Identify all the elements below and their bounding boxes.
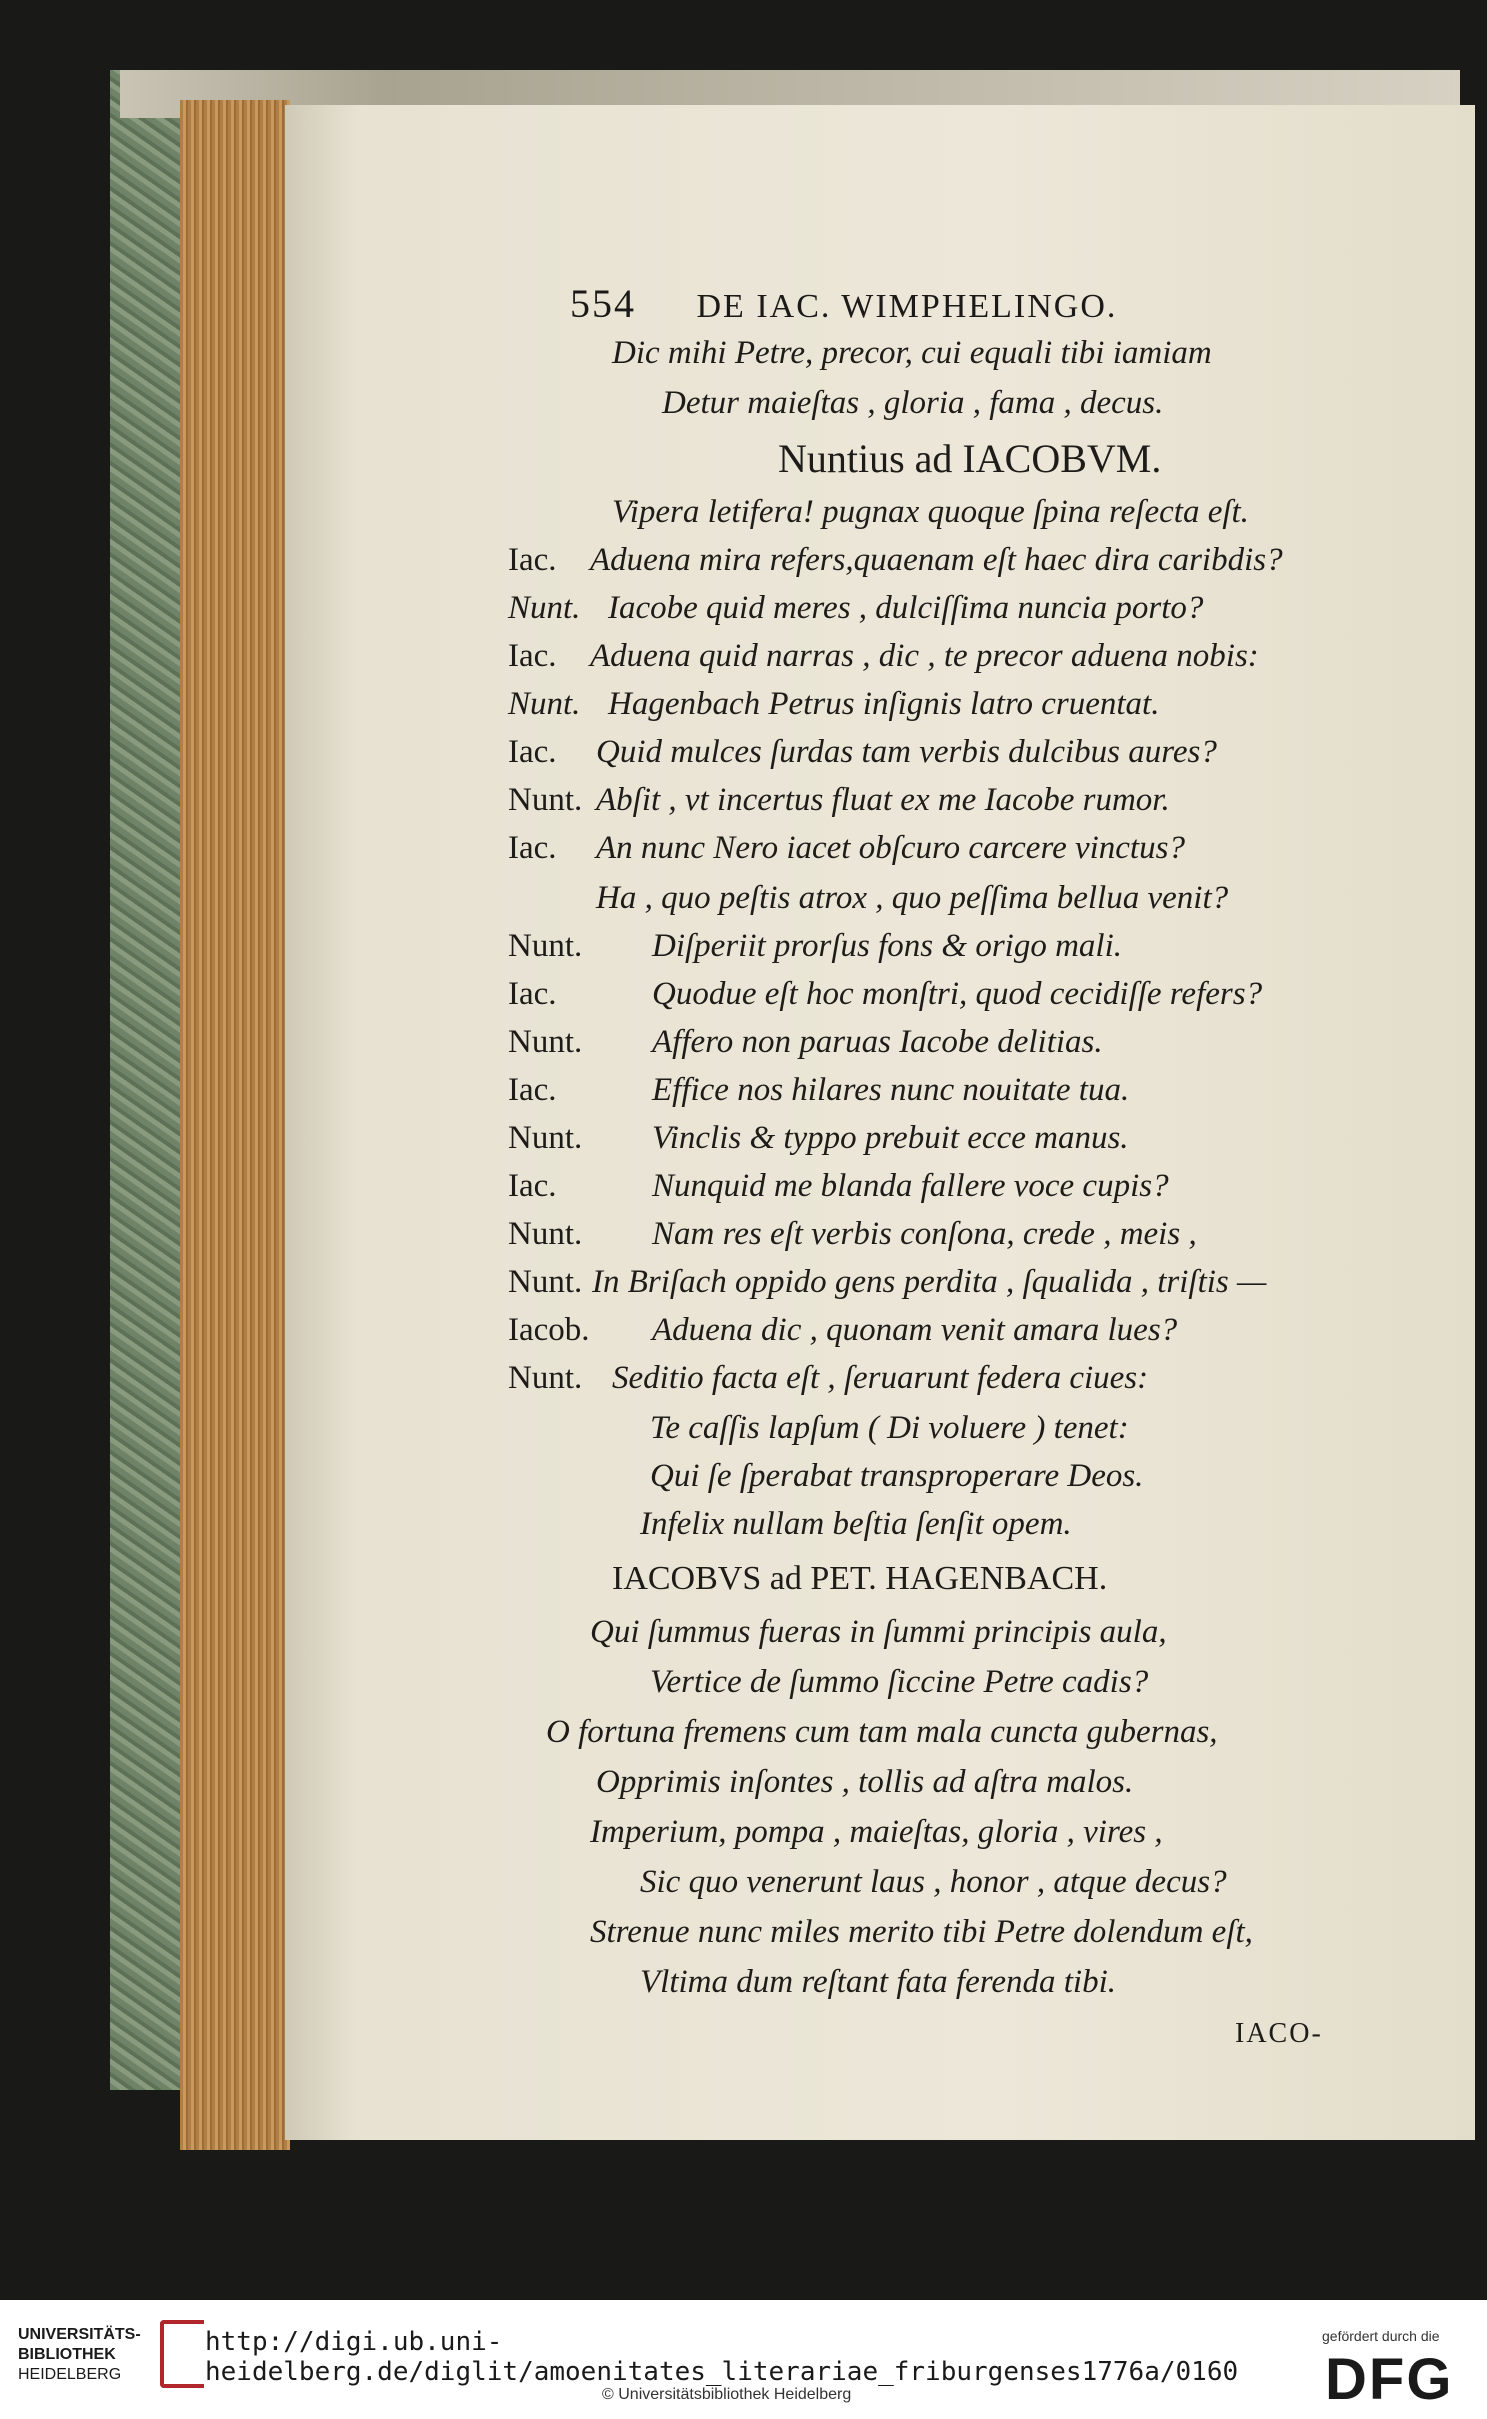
speaker-label: Nunt. <box>508 1216 583 1252</box>
library-logo-icon <box>160 2320 204 2388</box>
verse-line: O fortuna fremens cum tam mala cuncta gubernas, <box>546 1714 1218 1750</box>
verse-line: Imperium, pompa , maieſtas, gloria , vires , <box>590 1814 1163 1850</box>
speaker-label: Iac. <box>508 542 557 578</box>
library-logo <box>18 2325 141 2385</box>
verse-line: Quodue eſt hoc monſtri, quod cecidiſſe refers? <box>652 976 1263 1012</box>
permalink[interactable]: http://digi.ub.uni-heidelberg.de/diglit/amoenitates_literariae_friburgenses1776a/0160 <box>205 2327 1239 2387</box>
speaker-label: Nunt. <box>508 928 583 964</box>
speaker-label: Nunt. <box>508 1264 583 1300</box>
verse-line: Ha , quo peſtis atrox , quo peſſima bellua venit? <box>596 880 1229 916</box>
page-edges <box>180 100 290 2150</box>
verse-line: Vltima dum reſtant fata ferenda tibi. <box>640 1964 1117 2000</box>
verse-line: An nunc Nero iacet obſcuro carcere vinctus? <box>596 830 1185 866</box>
verse-line: Aduena quid narras , dic , te precor aduena nobis: <box>590 638 1259 674</box>
verse-line: Detur maieſtas , gloria , fama , decus. <box>662 385 1164 421</box>
library-name-1: UNIVERSITÄTS- <box>18 2326 141 2343</box>
speaker-label: Nunt. <box>508 1120 583 1156</box>
speaker-label: Iacob. <box>508 1312 590 1348</box>
running-title: DE IAC. WIMPHELINGO. <box>696 288 1118 325</box>
verse-line: Nam res eſt verbis conſona, crede , meis , <box>652 1216 1197 1252</box>
verse-line: Quid mulces ſurdas tam verbis dulcibus aures? <box>596 734 1217 770</box>
verse-line: Vertice de ſummo ſiccine Petre cadis? <box>650 1664 1149 1700</box>
verse-line: Vinclis & typpo prebuit ecce manus. <box>652 1120 1129 1156</box>
library-name-2: BIBLIOTHEK <box>18 2346 116 2363</box>
running-header <box>570 280 1117 327</box>
verse-line: Infelix nullam beſtia ſenſit opem. <box>640 1506 1072 1542</box>
speaker-label: Nunt. <box>508 686 581 722</box>
verse-line: Nunquid me blanda fallere voce cupis? <box>652 1168 1169 1204</box>
page-number: 554 <box>570 281 636 326</box>
verse-line: Te caſſis lapſum ( Di voluere ) tenet: <box>650 1410 1129 1446</box>
verse-line: Seditio facta eſt , ſeruarunt federa ciues: <box>612 1360 1149 1396</box>
verse-line: In Briſach oppido gens perdita , ſqualida , triſtis — <box>592 1264 1267 1300</box>
dfg-logo: DFG <box>1325 2347 1454 2412</box>
verse-line: Dic mihi Petre, precor, cui equali tibi iamiam <box>612 335 1212 371</box>
speaker-label: Iac. <box>508 638 557 674</box>
speaker-label: Iac. <box>508 976 557 1012</box>
verse-line: Iacobe quid meres , dulciſſima nuncia porto? <box>608 590 1204 626</box>
speaker-label: Nunt. <box>508 590 581 626</box>
speaker-label: Iac. <box>508 1168 557 1204</box>
section-heading: Nuntius ad IACOBVM. <box>778 436 1162 481</box>
speaker-label: Nunt. <box>508 1360 583 1396</box>
verse-line: Qui ſummus fueras in ſummi principis aula, <box>590 1614 1167 1650</box>
speaker-label: Nunt. <box>508 782 583 818</box>
verse-line: Diſperiit prorſus fons & origo mali. <box>652 928 1122 964</box>
verse-line: Hagenbach Petrus inſignis latro cruentat. <box>608 686 1160 722</box>
copyright-notice: © Universitätsbibliothek Heidelberg <box>602 2386 852 2403</box>
library-name-3: HEIDELBERG <box>18 2366 122 2383</box>
verse-line: Abſit , vt incertus fluat ex me Iacobe rumor. <box>596 782 1170 818</box>
verse-line: Effice nos hilares nunc nouitate tua. <box>652 1072 1130 1108</box>
speaker-label: Iac. <box>508 830 557 866</box>
speaker-label: Iac. <box>508 734 557 770</box>
section-heading: IACOBVS ad PET. HAGENBACH. <box>612 1560 1108 1597</box>
speaker-label: Nunt. <box>508 1024 583 1060</box>
funding-note: gefördert durch die <box>1322 2328 1440 2344</box>
verse-line: Qui ſe ſperabat transproperare Deos. <box>650 1458 1144 1494</box>
verse-line: Sic quo venerunt laus , honor , atque decus? <box>640 1864 1227 1900</box>
catchword: IACO- <box>1235 2018 1323 2049</box>
verse-line: Opprimis inſontes , tollis ad aſtra malos. <box>596 1764 1134 1800</box>
verse-line: Affero non paruas Iacobe delitias. <box>652 1024 1103 1060</box>
speaker-label: Iac. <box>508 1072 557 1108</box>
verse-line: Vipera letifera! pugnax quoque ſpina reſecta eſt. <box>612 494 1249 530</box>
verse-line: Aduena mira refers,quaenam eſt haec dira caribdis? <box>590 542 1283 578</box>
verse-line: Strenue nunc miles merito tibi Petre dolendum eſt, <box>590 1914 1253 1950</box>
verse-line: Aduena dic , quonam venit amara lues? <box>652 1312 1178 1348</box>
